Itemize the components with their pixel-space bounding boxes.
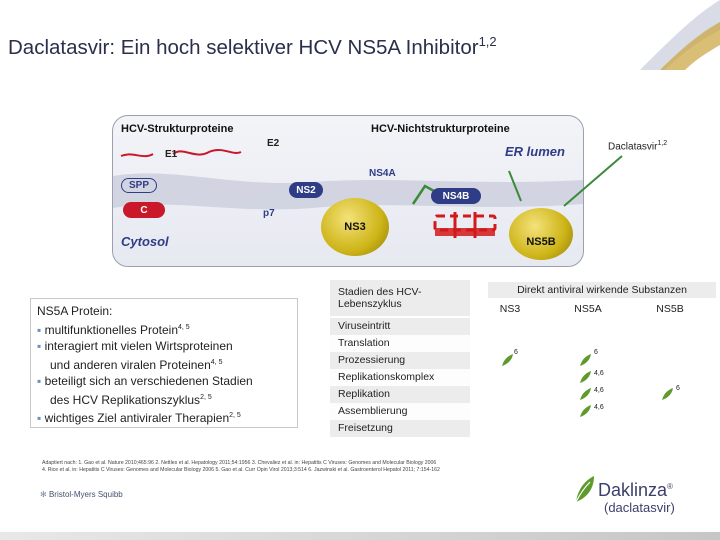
hcv-protein-diagram	[112, 115, 584, 267]
info-bullet: ▪ interagiert mit vielen Wirtsproteinen	[37, 339, 233, 353]
ns4a-label: NS4A	[369, 168, 396, 179]
daklinza-logo: Daklinza®	[598, 480, 673, 500]
leaf-check-icon: 4,6	[578, 387, 592, 406]
col-ns5a: NS5A	[574, 303, 602, 315]
stage-row: Replikation	[330, 386, 470, 403]
daklinza-leaf-icon	[572, 474, 596, 504]
p7-label: p7	[263, 208, 275, 219]
ns3-protein: NS3	[321, 198, 389, 256]
ns5a-info-box	[30, 298, 298, 428]
cytosol-label: Cytosol	[121, 234, 169, 249]
leaf-check-icon: 6	[578, 353, 592, 372]
e1-label: E1	[165, 149, 178, 160]
stage-row: Viruseintritt	[330, 318, 470, 335]
ns4b-protein: NS4B	[431, 188, 481, 204]
footer-bar	[0, 532, 720, 540]
daclatasvir-arrow	[560, 150, 640, 210]
daclatasvir-label: Daclatasvir$^{1,2}$	[608, 140, 668, 153]
label-structural-proteins: HCV-Strukturproteine	[121, 123, 234, 135]
info-bullet: ▪ multifunktionelles Protein$^{4, 5}$	[37, 322, 190, 337]
spp-label: SPP	[121, 178, 157, 193]
decorative-swoosh	[600, 0, 720, 70]
info-bullet-continuation: und anderen viralen Proteinen$^{4, 5}$	[50, 357, 223, 372]
info-heading: NS5A Protein:	[37, 304, 113, 318]
ns5b-protein: NS5B	[509, 208, 573, 260]
leaf-check-icon: 4,6	[578, 370, 592, 389]
e2-label: E2	[267, 138, 280, 149]
col-ns3: NS3	[499, 303, 521, 315]
daa-header: Direkt antiviral wirkende Substanzen	[488, 282, 716, 298]
info-bullet: ▪ beteiligt sich an verschiedenen Stadien	[37, 374, 253, 388]
stage-row: Translation	[330, 335, 470, 352]
page-title: Daclatasvir: Ein hoch selektiver HCV NS5A Inhibitor$^{1,2}$	[8, 34, 497, 59]
label-nonstructural-proteins: HCV-Nichtstrukturproteine	[371, 123, 510, 135]
stage-column-header: Stadien des HCV-Lebenszyklus	[330, 280, 470, 316]
col-ns5b: NS5B	[656, 303, 684, 315]
stage-row: Freisetzung	[330, 420, 470, 437]
leaf-check-icon: 6	[500, 353, 514, 372]
stage-row: Replikationskomplex	[330, 369, 470, 386]
er-lumen-label: ER lumen	[505, 144, 565, 159]
leaf-check-icon: 6	[660, 387, 674, 406]
info-bullet-continuation: des HCV Replikationszyklus$^{2, 5}$	[50, 392, 212, 407]
stage-row: Prozessierung	[330, 352, 470, 369]
daklinza-generic-name: (daclatasvir)	[604, 500, 675, 515]
bms-logo: ✻ Bristol-Myers Squibb	[40, 490, 123, 499]
info-bullet: ▪ wichtiges Ziel antiviraler Therapien$^{2, 5}$	[37, 411, 241, 425]
leaf-check-icon: 4,6	[578, 404, 592, 423]
stage-row: Assemblierung	[330, 403, 470, 420]
ns2-protein: NS2	[289, 182, 323, 198]
references: Adaptiert nach: 1. Gao et al. Nature 2010;465:96 2. Nettles et al. Hepatology 2011;54:1956 3. Chevaliez et al. in: Hepatitis C Viruses: Genomes and Molecular Biology 2006 4. Rice et al. in: Hepatitis C Viruses: Genomes and Molecular Biology 2006 5. Gao et al. Curr Opin Virol 2013;3:514 6. Jazwinski et al. Gastroenterol Hepatol 2011; 7:154-162	[42, 460, 440, 473]
c-protein: C	[123, 202, 165, 218]
